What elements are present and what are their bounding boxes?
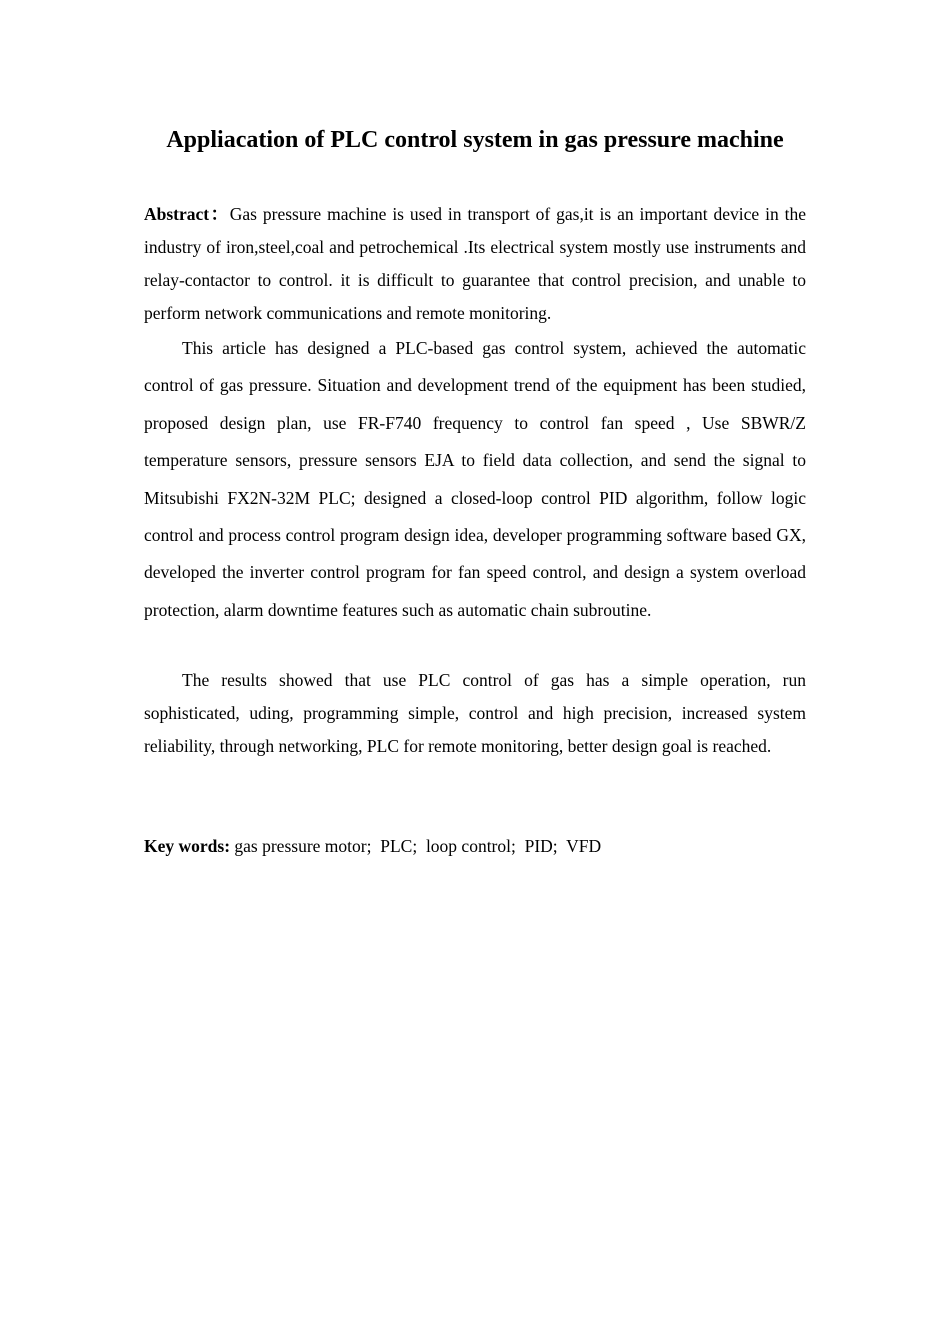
keyword-item: VFD [566, 836, 602, 856]
abstract-paragraph-3: The results showed that use PLC control of gas has a simple operation, run sophisticated, uding, programming simple, control and high precision, increased system reliability, through networking, PLC for remote monitoring, better design goal is reached. [144, 670, 806, 756]
keywords-line [144, 830, 806, 863]
abstract-paragraph-2: This article has designed a PLC-based gas control system, achieved the automatic control of gas pressure. Situation and development trend of the equipment has been studied, proposed design plan, use FR-F740 frequency to control fan speed , Use SBWR/Z temperature sensors, pressure sensors EJA to field data collection, and send the signal to Mitsubishi FX2N-32M PLC; designed a closed-loop control PID algorithm, follow logic control and process control program design idea, developer programming software based GX, developed the inverter control program for fan speed control, and design a system overload protection, alarm downtime features such as automatic chain subroutine. [144, 338, 806, 620]
keyword-item: gas pressure motor; [234, 836, 372, 856]
keyword-item: loop control; [425, 836, 516, 856]
paper-title: Appliacation of PLC control system in gas pressure machine [166, 127, 784, 153]
keywords-label: Key words: [144, 836, 231, 856]
keyword-item: PID; [524, 836, 558, 856]
abstract-paragraph-1 [144, 198, 806, 330]
abstract-text-1: Gas pressure machine is used in transport of gas,it is an important device in the industry of iron,steel,coal and petrochemical .Its electrical system mostly use instruments and relay-contactor to control. it is difficult to guarantee that control precision, and unable to perform network communications and remote monitoring. [144, 204, 807, 323]
abstract-label: Abstract： [144, 204, 230, 224]
keyword-item: PLC; [380, 836, 418, 856]
